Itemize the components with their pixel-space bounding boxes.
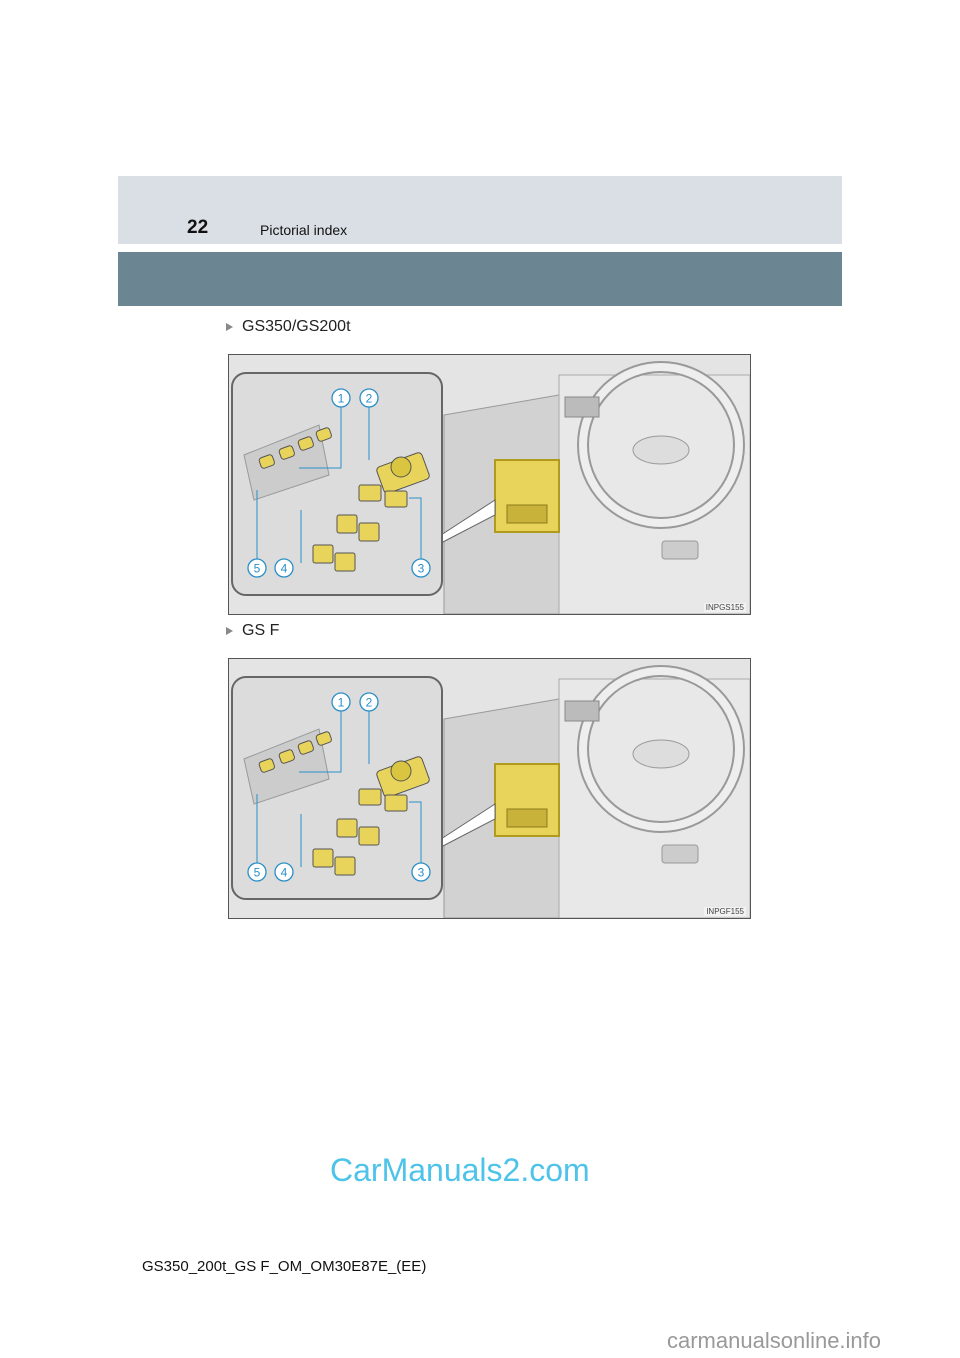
power-window-switch [337,515,357,533]
power-window-switch [313,545,333,563]
callout-number-3: 3 [417,561,425,576]
pedal [662,845,698,863]
air-vent [565,701,599,721]
window-lock-switch [385,795,407,811]
power-window-switch [359,827,379,845]
triangle-bullet-icon [226,323,233,331]
footer-doc-id: GS350_200t_GS F_OM_OM30E87E_(EE) [142,1258,427,1275]
page-number: 22 [187,217,209,238]
variant-heading-gsf [226,622,279,640]
image-code: INPGF155 [706,907,744,916]
triangle-bullet-icon [226,627,233,635]
power-window-switch [359,523,379,541]
figure-gsf [228,658,751,919]
door-switch-illustration [229,659,750,918]
callout-number-4: 4 [280,865,288,880]
callout-number-4: 4 [280,561,288,576]
header-bar [118,176,842,244]
door-switch-illustration [229,355,750,614]
callout-number-2: 2 [365,391,373,406]
figure-gs350 [228,354,751,615]
section-title: Pictorial index [260,222,348,238]
power-window-switch [335,857,355,875]
air-vent [565,397,599,417]
callout-number-3: 3 [417,865,425,880]
header-band [118,252,842,306]
window-lock-switch [385,491,407,507]
lexus-logo [633,740,689,768]
power-window-switch [313,849,333,867]
variant-heading-gs350 [226,318,351,336]
power-window-switch [335,553,355,571]
callout-number-1: 1 [337,391,345,406]
watermark-carmanuals2[interactable]: CarManuals2.com [330,1152,590,1188]
callout-number-2: 2 [365,695,373,710]
image-code: INPGS155 [705,603,744,612]
watermark-carmanualsonline[interactable]: carmanualsonline.info [667,1328,882,1353]
variant-label: GS F [242,622,280,639]
pedal [662,541,698,559]
lexus-logo [633,436,689,464]
lock-switch [359,485,381,501]
lock-switch [359,789,381,805]
callout-number-1: 1 [337,695,345,710]
power-window-switch [337,819,357,837]
callout-number-5: 5 [253,865,261,880]
variant-label: GS350/GS200t [242,318,351,335]
callout-number-5: 5 [253,561,261,576]
